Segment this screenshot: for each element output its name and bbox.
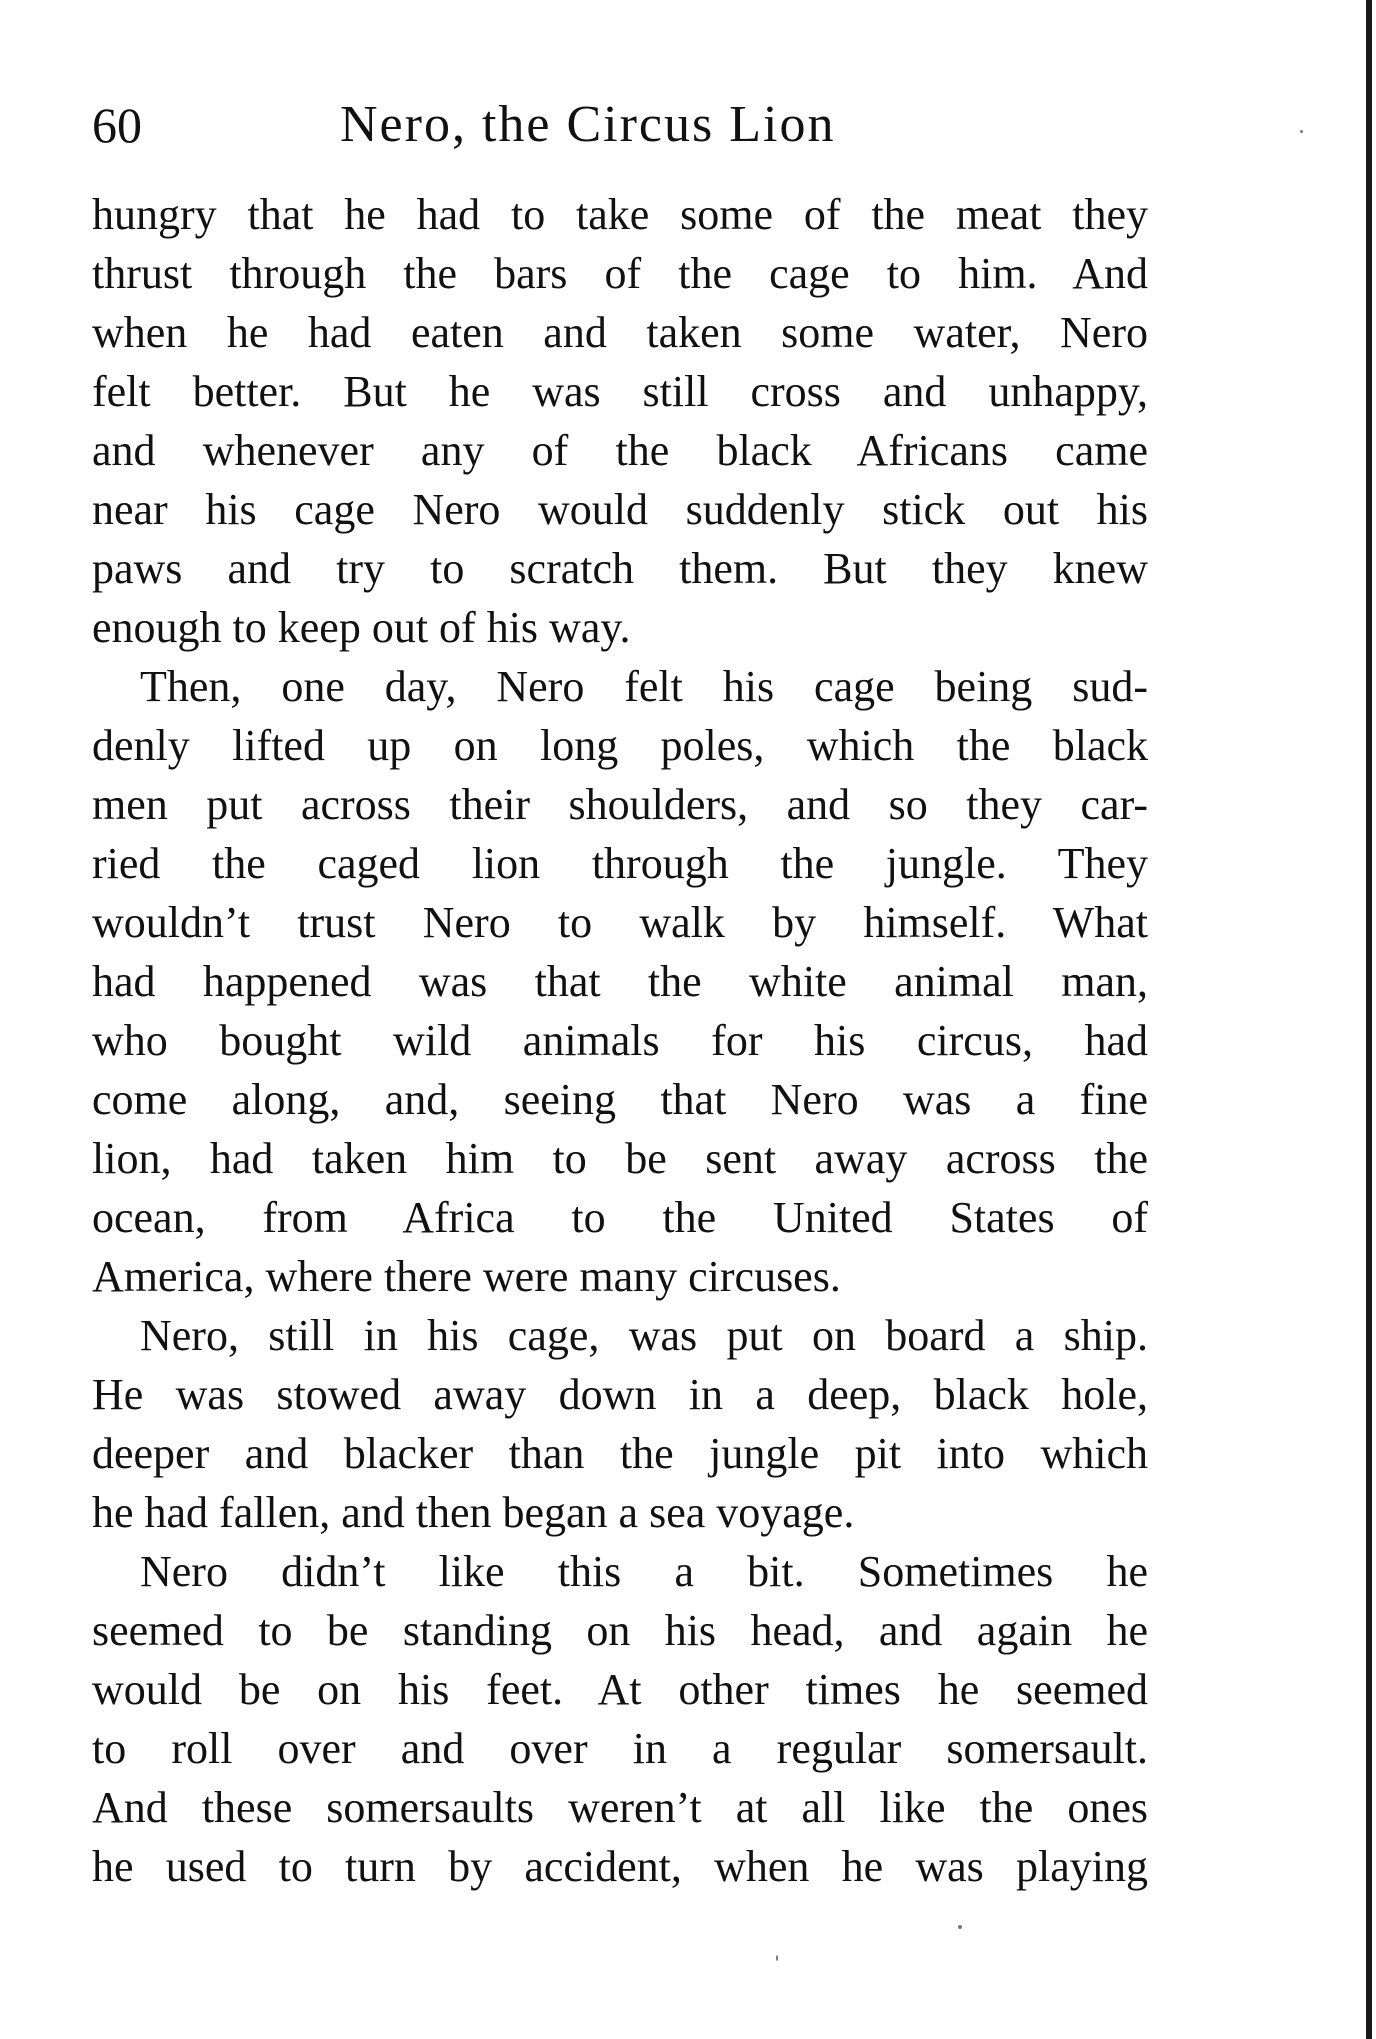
paragraph	[92, 1542, 1148, 1896]
body-text	[92, 185, 1148, 1896]
running-title: Nero, the Circus Lion	[340, 96, 836, 153]
text-line: and whenever any of the black Africans came	[92, 426, 1148, 475]
text-line: he had fallen, and then began a sea voyage.	[92, 1488, 855, 1537]
text-line: when he had eaten and taken some water, Nero	[92, 308, 1148, 357]
text-line: Nero, still in his cage, was put on board a ship.	[140, 1311, 1148, 1360]
scan-speck	[958, 1925, 962, 1929]
text-line: had happened was that the white animal man,	[92, 957, 1148, 1006]
text-line: who bought wild animals for his circus, had	[92, 1016, 1148, 1065]
text-line: seemed to be standing on his head, and again he	[92, 1606, 1148, 1655]
text-line: paws and try to scratch them. But they knew	[92, 544, 1148, 593]
text-line: ried the caged lion through the jungle. They	[92, 839, 1148, 888]
scan-speck	[1300, 130, 1303, 133]
text-line: He was stowed away down in a deep, black hole,	[92, 1370, 1148, 1419]
text-line: near his cage Nero would suddenly stick out his	[92, 485, 1148, 534]
paragraph	[92, 185, 1148, 657]
text-line: come along, and, seeing that Nero was a fine	[92, 1075, 1148, 1124]
page-header	[92, 90, 1152, 160]
text-line: denly lifted up on long poles, which the black	[92, 721, 1148, 770]
text-line: And these somersaults weren’t at all like the ones	[92, 1783, 1148, 1832]
text-line: to roll over and over in a regular somersault.	[92, 1724, 1148, 1773]
page-edge-shadow	[1366, 0, 1372, 2039]
text-line: felt better. But he was still cross and unhappy,	[92, 367, 1148, 416]
text-line: wouldn’t trust Nero to walk by himself. What	[92, 898, 1148, 947]
text-line: men put across their shoulders, and so they car-	[92, 780, 1148, 829]
page-number: 60	[92, 97, 142, 153]
paragraph	[92, 1306, 1148, 1542]
text-line: hungry that he had to take some of the meat they	[92, 190, 1148, 239]
text-line: deeper and blacker than the jungle pit into which	[92, 1429, 1148, 1478]
text-line: Nero didn’t like this a bit. Sometimes he	[140, 1547, 1148, 1596]
scan-speck	[776, 1955, 778, 1961]
text-line: would be on his feet. At other times he seemed	[92, 1665, 1148, 1714]
text-line: America, where there were many circuses.	[92, 1252, 841, 1301]
text-line: ocean, from Africa to the United States of	[92, 1193, 1148, 1242]
text-line: he used to turn by accident, when he was playing	[92, 1842, 1148, 1891]
text-line: lion, had taken him to be sent away across the	[92, 1134, 1148, 1183]
paragraph	[92, 657, 1148, 1306]
text-line: Then, one day, Nero felt his cage being sud-	[140, 662, 1148, 711]
text-line: enough to keep out of his way.	[92, 603, 631, 652]
text-line: thrust through the bars of the cage to him. And	[92, 249, 1148, 298]
